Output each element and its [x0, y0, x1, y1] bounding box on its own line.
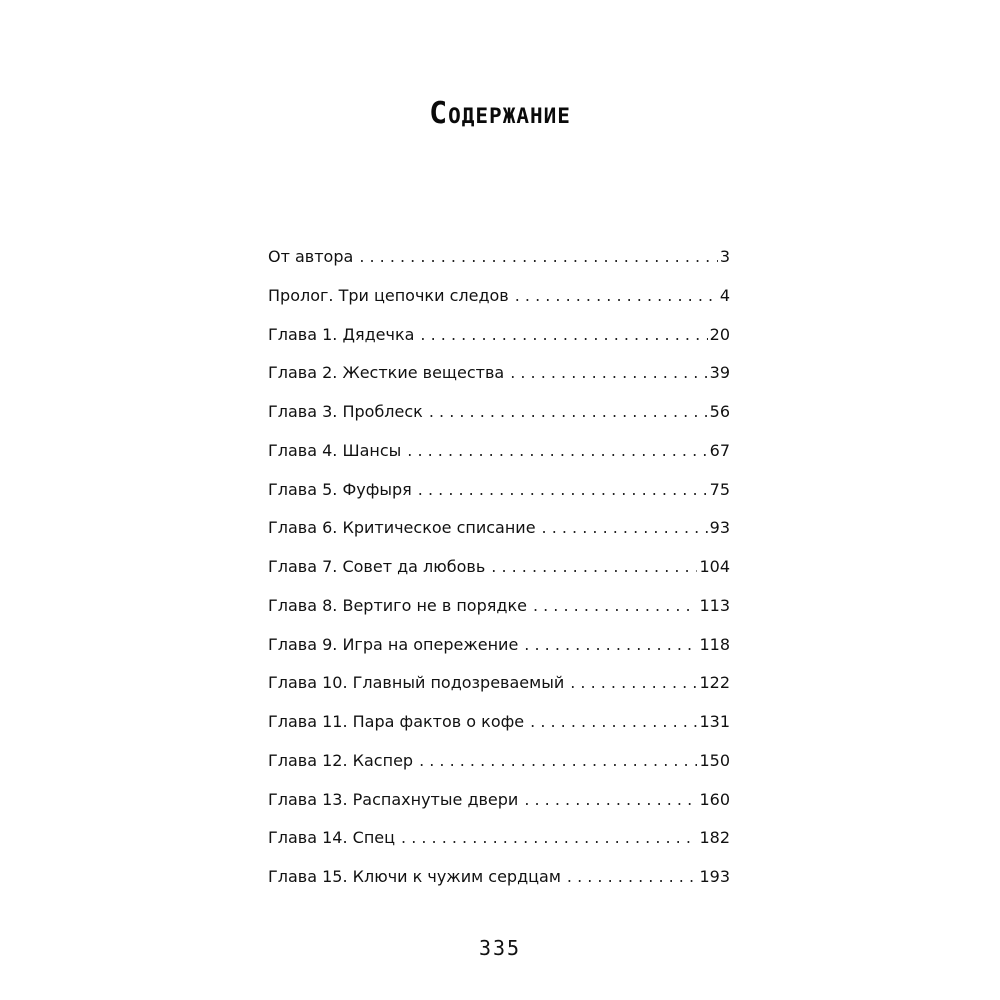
toc-entry-title: Глава 7. Совет да любовь — [268, 557, 486, 576]
toc-entry-page: 193 — [699, 867, 730, 886]
toc-entry-title: Глава 6. Критическое списание — [268, 518, 536, 538]
toc-entry-title: Глава 15. Ключи к чужим сердцам — [268, 867, 561, 886]
dot-leader — [401, 819, 697, 858]
dot-leader — [530, 703, 697, 742]
toc-entry-page: 150 — [699, 750, 730, 770]
toc-entry-page: 131 — [699, 712, 730, 731]
toc-entry[interactable] — [268, 819, 730, 858]
toc-entry[interactable] — [268, 432, 730, 471]
dot-leader — [542, 509, 708, 548]
toc-entry-page: 122 — [699, 673, 730, 693]
toc-entry[interactable] — [268, 587, 730, 626]
dot-leader — [420, 316, 707, 355]
dot-leader — [533, 587, 698, 626]
toc-entry-page: 20 — [709, 324, 730, 344]
toc-entry[interactable] — [268, 626, 730, 665]
toc-entry[interactable] — [268, 858, 730, 897]
dot-leader — [419, 742, 697, 781]
toc-entry-title: Глава 13. Распахнутые двери — [268, 789, 519, 809]
toc-entry[interactable] — [268, 316, 730, 355]
toc-entry-title: Глава 1. Дядечка — [268, 324, 415, 344]
toc-entry-title: От автора — [268, 247, 354, 266]
dot-leader — [515, 277, 718, 316]
toc-entry-page: 160 — [699, 789, 730, 809]
toc-entry[interactable] — [268, 742, 730, 781]
toc-entry-page: 39 — [709, 363, 730, 383]
toc-entry-page: 182 — [699, 828, 730, 848]
toc-entry-page: 104 — [699, 557, 730, 576]
dot-leader — [429, 393, 708, 432]
toc-entry-page: 67 — [709, 440, 730, 460]
dot-leader — [359, 238, 718, 277]
page-title: Содержание — [429, 96, 571, 131]
toc-entry-title: Глава 3. Проблеск — [268, 402, 423, 421]
toc-entry-page: 3 — [719, 247, 730, 266]
toc-entry[interactable] — [268, 703, 730, 742]
dot-leader — [524, 781, 697, 820]
toc-entry-title: Глава 10. Главный подозреваемый — [268, 673, 565, 693]
toc-entry[interactable] — [268, 354, 730, 393]
dot-leader — [524, 626, 697, 665]
toc-entry-page: 75 — [709, 479, 730, 499]
dot-leader — [510, 354, 707, 393]
toc-entry-title: Глава 9. Игра на опережение — [268, 634, 519, 654]
table-of-contents — [268, 238, 730, 897]
toc-entry-page: 56 — [709, 402, 730, 421]
toc-entry[interactable] — [268, 781, 730, 820]
toc-entry-page: 118 — [699, 634, 730, 654]
toc-entry[interactable] — [268, 509, 730, 548]
toc-entry-title: Глава 2. Жесткие вещества — [268, 363, 505, 383]
toc-entry[interactable] — [268, 548, 730, 587]
toc-entry[interactable] — [268, 471, 730, 510]
toc-entry-title: Глава 14. Спец — [268, 828, 396, 848]
dot-leader — [570, 664, 697, 703]
toc-entry[interactable] — [268, 393, 730, 432]
toc-entry[interactable] — [268, 664, 730, 703]
dot-leader — [567, 858, 698, 897]
dot-leader — [407, 432, 707, 471]
toc-entry-page: 93 — [709, 518, 730, 538]
toc-entry-title: Глава 4. Шансы — [268, 440, 402, 460]
toc-entry-title: Глава 5. Фуфыря — [268, 479, 412, 499]
dot-leader — [491, 548, 697, 587]
page-number: 335 — [478, 936, 522, 960]
toc-entry-title: Глава 8. Вертиго не в порядке — [268, 595, 527, 615]
toc-entry[interactable] — [268, 238, 730, 277]
toc-entry-page: 113 — [699, 595, 730, 615]
toc-entry-title: Пролог. Три цепочки следов — [268, 285, 509, 305]
dot-leader — [418, 471, 708, 510]
toc-entry-title: Глава 11. Пара фактов о кофе — [268, 712, 525, 731]
toc-entry-page: 4 — [719, 285, 730, 305]
toc-entry-title: Глава 12. Каспер — [268, 750, 414, 770]
toc-entry[interactable] — [268, 277, 730, 316]
